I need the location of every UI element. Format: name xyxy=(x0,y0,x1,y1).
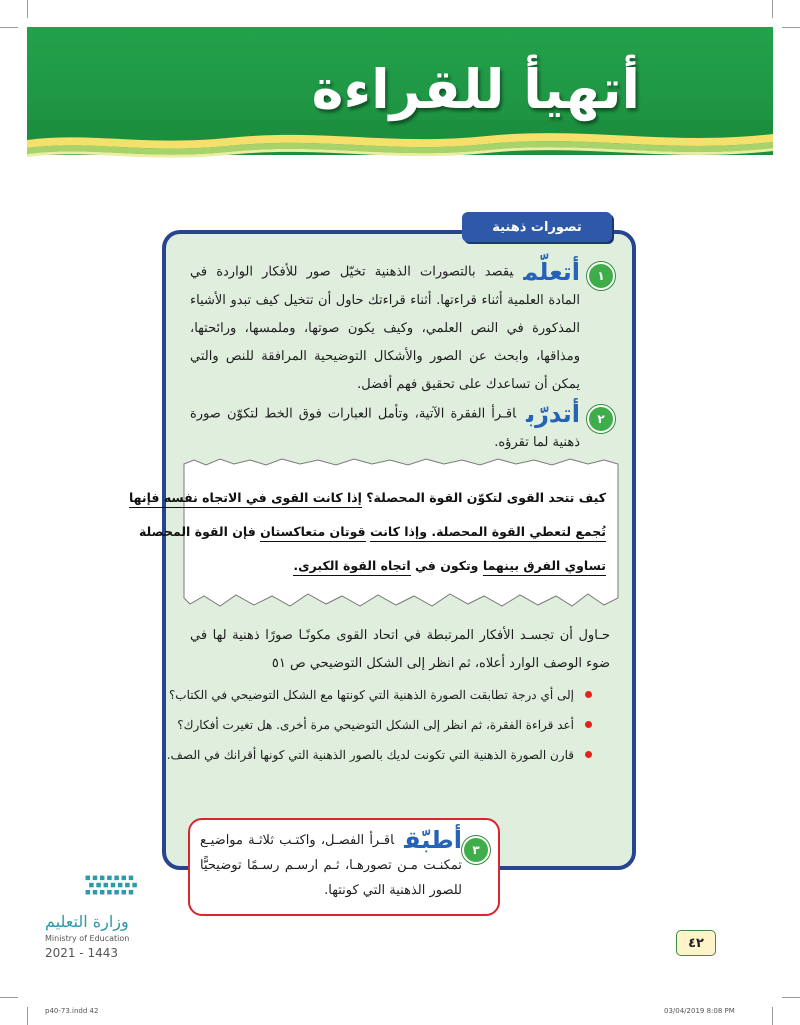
list-item: أعد قراءة الفقرة، ثم انظر إلى الشكل التوضيحي مرة أخرى. هل تغيرت أفكارك؟ xyxy=(190,710,592,740)
apply-text: اقـرأ الفصـل، واكتـب ثلاثـة مواضيـع تمكنـت مـن تصورهـا، ثـم ارسـم رسـمًا توضيحيًّا للصور الذهنية التي كونتها. xyxy=(200,833,462,898)
practice-heading: أتدرّب xyxy=(526,400,580,428)
page-number: ٤٢ xyxy=(676,930,716,956)
quote-line xyxy=(293,558,606,573)
ministry-name-arabic: وزارة التعليم xyxy=(45,912,129,931)
apply-heading: أطبّق xyxy=(404,826,462,854)
crop-mark xyxy=(0,27,18,28)
quote-underlined-text: قوتان متعاكستان xyxy=(260,524,365,542)
quote-underlined-text: تُجمع لتعطي القوة المحصلة. وإذا كانت xyxy=(370,524,606,542)
quote-text: فإن القوة المحصلة xyxy=(138,524,256,539)
crop-mark xyxy=(27,1007,28,1025)
ministry-logo-icon xyxy=(42,872,157,908)
ministry-name-english: Ministry of Education xyxy=(45,934,130,943)
crop-mark xyxy=(27,0,28,18)
apply-section xyxy=(200,828,462,903)
crop-mark xyxy=(782,997,800,998)
list-item: إلى أي درجة تطابقت الصورة الذهنية التي كونتها مع الشكل التوضيحي في الكتاب؟ xyxy=(190,680,592,710)
learn-heading: أتعلّم xyxy=(523,258,580,286)
crop-mark xyxy=(782,27,800,28)
section-number-badge: ٣ xyxy=(462,836,490,864)
quote-line xyxy=(139,524,606,539)
practice-section xyxy=(190,400,580,457)
footer-date: 03/04/2019 8:08 PM xyxy=(664,1007,735,1015)
quote-underlined-text: إذا كانت القوى في الاتجاه نفسه فإنها xyxy=(129,490,362,508)
crop-mark xyxy=(772,0,773,18)
learn-section xyxy=(190,258,580,399)
practice-text: اقـرأ الفقرة الآتية، وتأمل العبارات فوق الخط لتكوّن صورة ذهنية لما تقرؤه. xyxy=(190,406,580,450)
quote-text: وتكون في xyxy=(415,558,479,573)
crop-mark xyxy=(772,1007,773,1025)
quote-text: كيف تتحد القوى لتكوّن القوة المحصلة؟ xyxy=(366,490,606,505)
section-number-badge: ١ xyxy=(587,262,615,290)
section-number-badge: ٢ xyxy=(587,405,615,433)
after-quote-paragraph: حـاول أن تجسـد الأفكار المرتبطة في اتحاد القوى مكونًـا صورًا ذهنية لها في ضوء الوصف الوارد أعلاه، ثم انظر إلى الشكل التوضيحي ص ٥١ xyxy=(190,628,610,671)
crop-mark xyxy=(0,997,18,998)
quote-underlined-text: تساوي الفرق بينهما xyxy=(483,558,606,576)
list-item: قارن الصورة الذهنية التي تكونت لديك بالصور الذهنية التي كونها أقرانك في الصف. xyxy=(190,740,592,770)
page-title: أتهيأ للقراءة xyxy=(311,58,640,121)
footer-file-info: p40-73.indd 42 xyxy=(45,1007,99,1015)
ministry-year: 2021 - 1443 xyxy=(45,946,119,960)
banner-wave xyxy=(27,120,773,170)
quote-underlined-text: اتجاه القوة الكبرى. xyxy=(293,558,410,576)
quote-line xyxy=(129,490,606,505)
question-list xyxy=(166,680,592,770)
section-tab-label: تصورات ذهنية xyxy=(462,212,612,242)
learn-text: يقصد بالتصورات الذهنية تخيّل صور للأفكار الواردة في المادة العلمية أثناء قراءتها. أثناء قراءتك حاول أن تتخيل كيف تبدو الأشياء المذكورة في النص العلمي، وكيف يكون صوتها، وملمسها، ورائحتها، ومذاقها، وابحث عن الصور والأشكال التوضيحية المرافقة للنص والتي يمكن أن تساعدك على تحقيق فهم أفضل. xyxy=(190,264,580,392)
